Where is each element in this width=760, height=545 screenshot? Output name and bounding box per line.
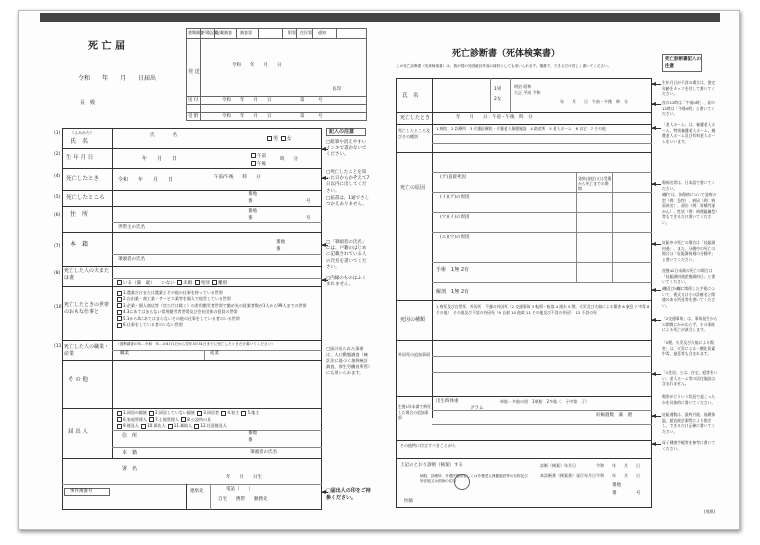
- forward-number: 第 号: [300, 98, 323, 103]
- informant-options[interactable]: 1.同居の親族 2.同居していない親族 3.同居者 4.家主 5.地主 6.家屋管理人 7.土地管理人 8.公設所の長 9.後見人 10.保佐人 11.補助人 12.任意後見人: [116, 410, 316, 430]
- notes-title: 記入の注意: [329, 129, 355, 135]
- contact-label: 連絡先: [190, 489, 204, 494]
- spouse-options[interactable]: いる（満 歳） いない 未婚 死別 離別: [116, 280, 227, 287]
- cert-death-time-label: 死亡したとき: [400, 115, 431, 121]
- receipt-header: 記載調査: [216, 30, 232, 35]
- gestation[interactable]: 妊娠週数 満 週: [596, 413, 632, 418]
- arrow-icon: [652, 416, 661, 417]
- cert-note-item: 生年月日が不詳の場合は、推定年齢をカッコを付して書いてください。: [662, 80, 716, 96]
- receipt-header: 書類調査: [188, 30, 204, 35]
- arrow-icon: [652, 184, 661, 185]
- seal-circle-icon: [454, 474, 470, 490]
- field-number: (11): [54, 344, 64, 349]
- cert-note-item: 母子健康手帳等を参考に書いてください。: [662, 440, 716, 451]
- cert-note-item: I欄では、各傷病について発病の型（例：急性）、病因（例：病原体名）、部位（例：胃噴門部がん）、性状（例：病理組織型）等もできるだけ書いてください。: [662, 192, 718, 225]
- cert-notes-title: 死亡診断書記入の注意: [665, 57, 701, 69]
- name-label: 氏 名: [70, 138, 89, 145]
- form-code: (用紙): [704, 509, 716, 514]
- certificate-title: 死亡診断書（死体検案書）: [452, 49, 561, 59]
- cert-note-item: 「老人ホーム」は、養護老人ホーム、特別養護老人ホーム、軽費老人ホーム及び有料老人ホームをいいます。: [662, 122, 716, 144]
- address-go: 号: [306, 199, 311, 204]
- industry-col: 産業: [210, 351, 219, 356]
- facility-label: 病院、診療所、介護医療院若しくは介護老人保健施設等の名称及び所在地又は医師の住所: [420, 474, 528, 483]
- cause-label: 死亡の原因: [400, 185, 426, 191]
- phone-label[interactable]: 電話（ ）: [226, 487, 253, 492]
- surname-given-label: 氏 名: [150, 133, 177, 138]
- receive-date: 令和 年 月 日: [222, 114, 272, 119]
- cert-note-item: I欄及びII欄に関係した手術について、術式又はその診断名と関連のある所見等を書いてください。: [662, 286, 716, 308]
- occupation-label: 死亡した人の職業・産業: [64, 344, 110, 357]
- cause-row[interactable]: (ア)直接死因: [440, 175, 467, 180]
- gender-options[interactable]: 男 女: [266, 136, 292, 142]
- receipt-date: 令和 年 月 日: [232, 63, 282, 68]
- informant-domicile: 本 籍: [122, 450, 138, 456]
- field-number: (6): [54, 213, 61, 218]
- cert-death-time[interactable]: 年 月 日 午前・午後 時 分: [456, 115, 533, 120]
- informant-label: 届 出 人: [68, 429, 88, 435]
- informant-head-name: 筆頭者の氏名: [250, 450, 277, 455]
- field-number: (2): [54, 152, 61, 157]
- note-item: □届け出られた事項は、人口動態調査（統計法に基づく基幹統計調査、厚生労働省所管）にも用いられます。: [326, 346, 370, 375]
- certificate-subtitle: この死亡診断書（死体検案書）は、我が国の死因統計作成の資料としても用いられます。楷書で、できるだけ詳しく書いてください。: [396, 64, 612, 68]
- address-label: 住 所: [70, 211, 89, 218]
- cert-note-item: 妊娠週数は、最終月経、基礎体温、超音波計測等により推定し、できるだけ正確に書いてください。: [662, 412, 716, 434]
- household-job-options[interactable]: 1.農業だけまたは農業とその他の仕事を持っている世帯 2.自由業・商工業・サービス業等を個人で経営している世帯 3.企業・個人商店等（官公庁は除く）の常用勤労者世帯で勤め先の従業者数が1人から99人までの世帯 4.3にあてはまらない常用勤労者世帯及び会社団体の役員の世帯 5.1から4にあてはまらないその他の仕事をしている者のいる世帯 6.仕事をしている者のいない世帯: [116, 290, 320, 328]
- informant-dob: 年 月 日生: [226, 475, 262, 480]
- address-ban: 番: [248, 199, 253, 204]
- issue-date[interactable]: 令和 年 月 日: [596, 473, 640, 478]
- doctor-go: 号: [636, 491, 641, 496]
- name-reading-label: （よみかた）: [70, 130, 94, 135]
- receipt-header: 住民票: [300, 30, 312, 35]
- death-date-value[interactable]: 令和 年 月 日: [118, 177, 174, 183]
- birth-time-options[interactable]: 午前: [250, 153, 266, 160]
- field-number: (4): [54, 174, 61, 179]
- address-banchi: 番地: [248, 192, 257, 197]
- household-job-label: 死亡したときの世帯のおもな仕事と: [64, 302, 110, 315]
- dob-value[interactable]: 年 月 日: [142, 156, 178, 162]
- other-label: そ の 他: [68, 377, 88, 383]
- birth-weight-label: 出生時体重: [436, 399, 459, 404]
- form-title: 死 亡 届: [88, 41, 125, 52]
- cert-note-item: 「2交通事故」は、事故発生からの期間にかかわらず、その事故による死亡が該当します。: [662, 316, 718, 332]
- death-time-label: 死亡したとき: [66, 176, 100, 182]
- autopsy[interactable]: 解剖 1無 2有: [436, 289, 469, 295]
- residence-ban: 番: [248, 216, 253, 221]
- row-label-send: 発 送: [188, 69, 200, 75]
- infant-label: 生後1年未満で病死した場合の追加事項: [398, 404, 431, 420]
- diagnosis-date[interactable]: 令和 年 月 日: [596, 463, 640, 468]
- cert-name-label: 氏 名: [402, 93, 419, 99]
- receipt-header: 通知: [318, 30, 326, 35]
- arrow-icon: [652, 374, 661, 375]
- top-bar: [40, 13, 720, 22]
- cause-row[interactable]: (エ)(ウ)の原因: [440, 235, 470, 240]
- place-type-options[interactable]: 1 病院 2 診療所 3 介護医療院・介護老人保健施設 4 助産所 5 老人ホーム 6 自宅 7 その他: [436, 126, 606, 131]
- diagnosis-date-label: 診断（検案）年月日: [540, 463, 576, 468]
- cause-duration-header: 発病(発症)又は受傷から死亡までの期間: [578, 176, 612, 191]
- birth-weight-unit: グラム: [470, 406, 484, 411]
- householder-label: 世帯主の氏名: [118, 225, 145, 230]
- death-type-options[interactable]: 1 病死及び自然死 外因死 不慮の外因死（2 交通事故 3 転倒・転落 4 溺水 5 煙、火災及び火焔による傷害 6 窒息 7 中毒 8 その他） その他及び不詳の外因死（9 自殺 10 他殺 11 その他及び不詳の外因） 12 不詳の死: [436, 304, 650, 315]
- arrow-icon: [652, 128, 661, 129]
- note-item: □内縁のものはふくまれません。: [326, 276, 367, 288]
- arrow-icon: [652, 444, 661, 445]
- row-label-forward: 送 付: [188, 98, 199, 103]
- field-number: (7): [54, 244, 61, 249]
- birth-time-options-pm[interactable]: 午後: [250, 161, 266, 168]
- receipt-header: 附票: [288, 30, 296, 35]
- arrow-icon: [322, 178, 328, 179]
- field-number: (8): [54, 271, 61, 276]
- note-item: □届書は、1通でさしつかえありません。: [326, 196, 370, 208]
- era-options[interactable]: 明治 昭和 大正 平成 令和: [514, 84, 541, 95]
- arrow-icon: [652, 104, 661, 105]
- cert-note-item: 「5煙、火災及び火焔による傷害」は、火災による一酸化炭素中毒、窒息等も含まれます。: [662, 340, 716, 356]
- cert-dob[interactable]: 年 月 日 午前・午後 時 分: [560, 99, 628, 104]
- birth-type[interactable]: 単胎・多胎の別 1単胎 2多胎（ 子中第 子）: [500, 399, 590, 404]
- seal-note: □届出人の印をご持参ください。: [326, 488, 371, 501]
- cert-note-item: 「1住居」とは、住宅、庭等をいい、老人ホーム等の居住施設は含まれません。: [662, 370, 718, 386]
- field-number: (10): [54, 305, 64, 310]
- field-number: (5): [54, 195, 61, 200]
- issuer-statement: 上記のとおり診断（検案）する: [400, 463, 463, 468]
- cert-place-label: 死亡したところ及びその種別: [398, 128, 430, 139]
- death-time-value[interactable]: 午前/午後 時 分: [214, 175, 261, 180]
- death-type-label: 死因の種類: [400, 317, 426, 323]
- domicile-banchi: 番地: [276, 240, 285, 245]
- arrow-icon: [322, 492, 328, 493]
- birth-time[interactable]: 時 分: [280, 157, 298, 162]
- other-notes-label: その他特に付言すべきことがら: [400, 443, 456, 448]
- note-item: □「筆頭者の氏名」には、戸籍のはじめに記載されている人の氏名を書いてください。: [326, 240, 367, 270]
- note-item: □死亡したことを知った日からかぞえて7日以内に出してください。: [326, 170, 370, 194]
- external-cause-label: 外因死の追加事項: [398, 352, 430, 357]
- cause-row[interactable]: (イ)(ア)の原因: [440, 195, 470, 200]
- receipt-table: [186, 28, 367, 121]
- recipient-label: 長 殿: [80, 100, 96, 106]
- arrow-icon: [322, 280, 328, 281]
- job-col: 職業: [120, 351, 129, 356]
- doctor-banchi: 番地: [612, 483, 621, 488]
- arrow-icon: [322, 245, 328, 246]
- residence-go: 号: [306, 216, 311, 221]
- cause-row[interactable]: (ウ)(イ)の原因: [440, 215, 470, 220]
- death-place-label: 死亡したところ: [66, 195, 105, 201]
- residence-banchi: 番地: [248, 209, 257, 214]
- doctor-ban: 番: [612, 491, 617, 496]
- receipt-header: 戸籍記載: [202, 30, 218, 35]
- cert-note-item: 妊娠中の死亡の場合は「妊娠満何週」、また、分娩中の死亡の場合は「妊娠満何週の分娩中」と書いてください。: [662, 240, 716, 262]
- job-header: （国勢調査の年…令和 年…の4月1日から翌年3月31日までに死亡したときだけ書いてください）: [116, 342, 275, 346]
- chief-seal-label: 長印: [332, 87, 341, 92]
- cert-note-item: 産後42日未満の死亡の場合は「妊娠満何週産後満何日」と書いてください。: [662, 268, 716, 284]
- phone-options[interactable]: 自宅 携帯 勤務先: [218, 497, 268, 502]
- surgery[interactable]: 手術 1無 2有: [436, 267, 469, 273]
- informant-banchi: 番地: [248, 431, 257, 436]
- row-label-receive: 受 附: [188, 114, 199, 119]
- arrow-icon: [652, 320, 661, 321]
- arrow-icon: [322, 149, 328, 150]
- receipt-header: 調査票: [240, 30, 252, 35]
- cert-note-item: 傷病名等は、日本語で書いてください。: [662, 180, 716, 191]
- cert-note-item: 傷害がどういう状況で起こったかを具体的に書いてください。: [662, 394, 716, 405]
- submission-date[interactable]: 令和 年 月 日届出: [78, 75, 157, 82]
- doctor-label: 医師: [404, 499, 413, 504]
- sex-female[interactable]: 2女: [494, 97, 502, 102]
- domicile-ban: 番: [276, 247, 281, 252]
- dob-label: 生 年 月 日: [66, 155, 94, 161]
- head-name-label: 筆頭者の氏名: [118, 257, 145, 262]
- sex-male[interactable]: 1男: [494, 87, 502, 92]
- arrow-icon: [652, 244, 661, 245]
- domicile-label: 本 籍: [70, 241, 89, 248]
- case-number-label: 事件簿番号: [70, 489, 93, 494]
- informant-address: 住 所: [122, 433, 138, 439]
- arrow-icon: [652, 290, 661, 291]
- note-item: □鉛筆や消えやすいインキで書かないでください。: [326, 140, 367, 158]
- informant-signature[interactable]: 署 名: [122, 466, 138, 472]
- receive-number: 第 号: [300, 114, 323, 119]
- issue-date-label: 本診断書（検案書）発行年月日: [540, 473, 596, 478]
- informant-ban: 番: [248, 438, 253, 443]
- forward-date: 令和 年 月 日: [222, 98, 272, 103]
- cert-note-item: 夜の12時は「午前0時」、昼の12時は「午後0時」と書いてください。: [662, 100, 715, 116]
- field-number: (1): [54, 131, 61, 136]
- arrow-icon: [652, 84, 661, 85]
- spouse-label: 死亡した人の夫または妻: [64, 268, 110, 281]
